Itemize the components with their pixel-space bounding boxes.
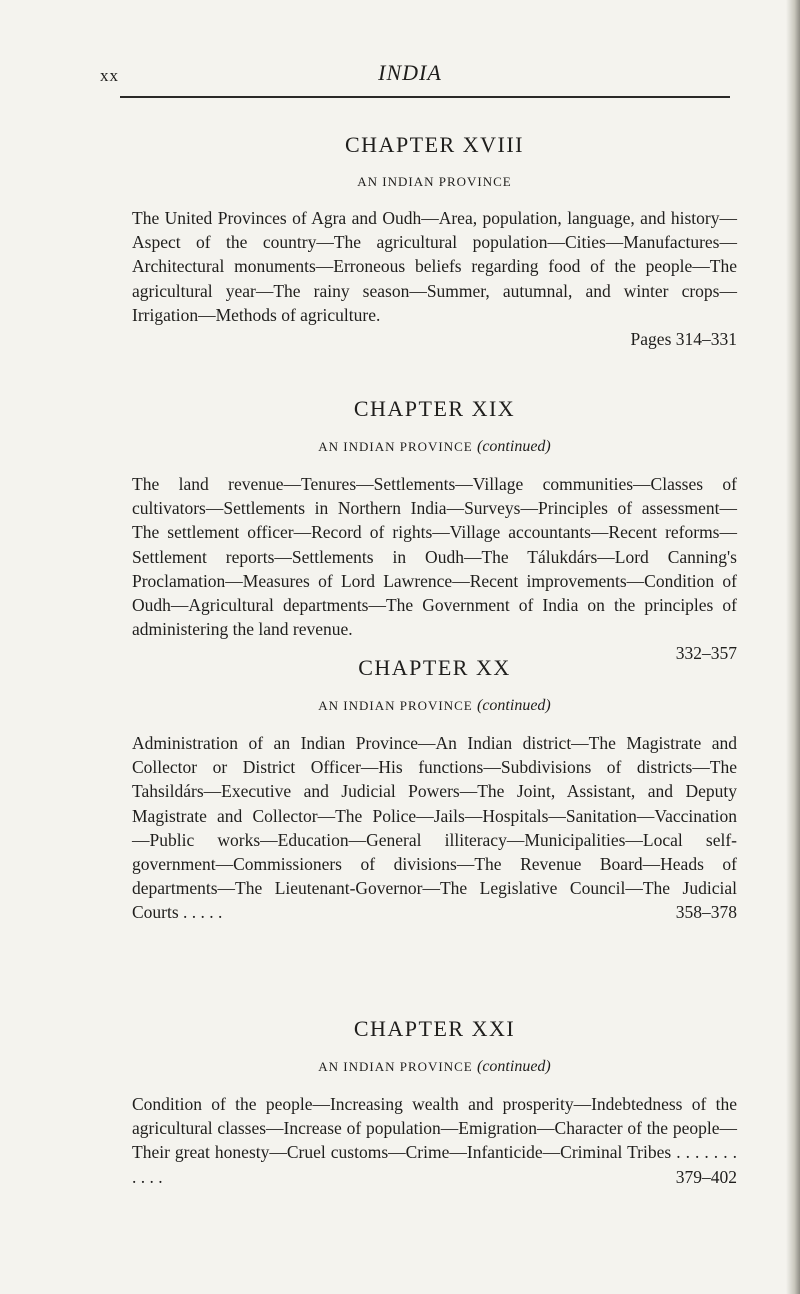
chapter-title: CHAPTER XVIII bbox=[345, 132, 524, 157]
chapter-pages: 379–402 bbox=[675, 1166, 737, 1187]
chapter-pages: 332–357 bbox=[675, 643, 737, 664]
chapter-18 bbox=[132, 132, 737, 351]
chapter-21 bbox=[132, 1016, 737, 1189]
chapter-title: CHAPTER XX bbox=[358, 655, 511, 680]
chapter-summary bbox=[132, 731, 737, 925]
chapter-pages: Pages 314–331 bbox=[630, 329, 737, 350]
continued-label: (continued) bbox=[477, 697, 551, 714]
chapter-pages: 358–378 bbox=[675, 902, 737, 923]
chapter-19 bbox=[132, 396, 737, 665]
chapter-subtitle-text: AN INDIAN PROVINCE bbox=[318, 698, 473, 713]
page-header bbox=[100, 60, 720, 90]
summary-text: Administration of an Indian Province—An Indian district—The Magistrate and Collector or District Officer—His functions—Subdivisions of districts—The Tahsildárs—Executive and Judicial Powers—The Joint, Assistant, and Deputy Magistrate and Collector—The Police—Jails—Hospitals—Sanitation—Vaccination—Public works—Education—General illiteracy—Municipalities—Local self-government—Commissioners of divisions—The Revenue Board—Heads of departments—The Lieutenant-Governor—The Legislative Council—The Judicial Courts . . . . . bbox=[132, 733, 737, 923]
chapter-subtitle bbox=[132, 697, 737, 715]
summary-text: Condition of the people—Increasing wealth and prosperity—Indebtedness of the agricultural classes—Increase of population—Emigration—Character of the people—Their great honesty—Cruel customs—Crime—Infanticide—Criminal Tribes . . . . . . . . . . . bbox=[132, 1094, 737, 1187]
page-number: xx bbox=[100, 66, 119, 85]
chapter-subtitle bbox=[132, 438, 737, 456]
running-title: INDIA bbox=[378, 60, 442, 85]
chapter-subtitle-text: AN INDIAN PROVINCE bbox=[357, 174, 512, 189]
chapter-summary: The land revenue—Tenures—Settlements—Village communities—Classes of cultivators—Settlements in Northern India—Surveys—Principles of assessment—The settlement officer—Record of rights—Village accountants—Recent reforms—Settlement reports—Settlements in Oudh—The Tálukdárs—Lord Canning's Proclamation—Measures of Lord Lawrence—Recent improvements—Condition of Oudh—Agricultural departments—The Government of India on the principles of administering the land revenue. bbox=[132, 474, 737, 640]
chapter-20 bbox=[132, 655, 737, 925]
header-rule bbox=[120, 96, 730, 98]
chapter-summary: The United Provinces of Agra and Oudh—Area, population, language, and history—Aspect of the country—The agricultural population—Cities—Manufactures—Architectural monuments—Erroneous beliefs regarding food of the people—The agricultural year—The rainy season—Summer, autumnal, and winter crops—Irrigation—Methods of agriculture. bbox=[132, 208, 737, 325]
chapter-title: CHAPTER XIX bbox=[353, 396, 516, 421]
chapter-subtitle bbox=[132, 1058, 737, 1076]
chapter-summary bbox=[132, 1092, 737, 1189]
chapter-title: CHAPTER XXI bbox=[353, 1016, 516, 1041]
chapter-subtitle bbox=[132, 174, 737, 190]
continued-label: (continued) bbox=[477, 438, 551, 455]
page-edge-shadow bbox=[786, 0, 800, 1294]
continued-label: (continued) bbox=[477, 1058, 551, 1075]
chapter-subtitle-text: AN INDIAN PROVINCE bbox=[318, 439, 473, 454]
chapter-subtitle-text: AN INDIAN PROVINCE bbox=[318, 1059, 473, 1074]
